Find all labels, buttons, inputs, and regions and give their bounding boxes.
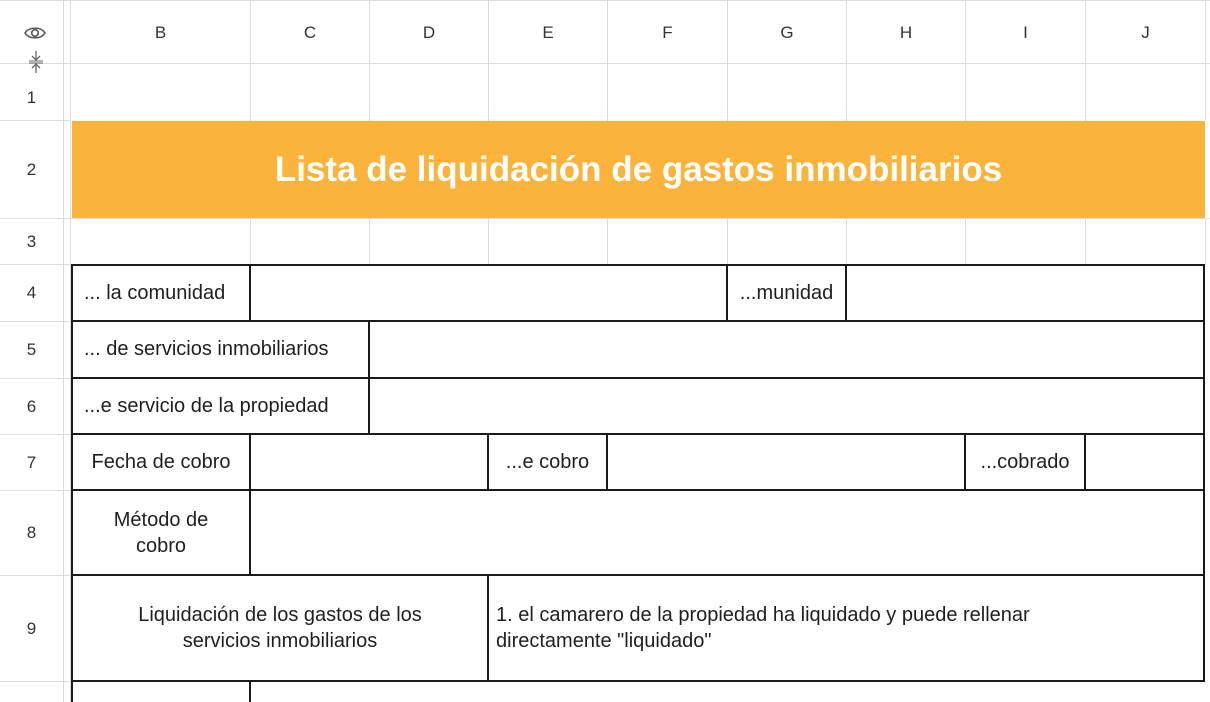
row-header-7[interactable]: 7 — [26, 452, 37, 472]
row-header-1[interactable]: 1 — [26, 88, 37, 107]
collected-label: ...cobrado — [980, 451, 1070, 473]
column-header-h[interactable]: H — [899, 23, 913, 42]
column-header-b[interactable]: B — [154, 23, 167, 42]
border-v-right — [1203, 264, 1205, 682]
property-service-value-cell[interactable] — [370, 379, 1203, 433]
row-header-3[interactable]: 3 — [26, 231, 37, 251]
grid-v-i-r3 — [965, 218, 966, 265]
banner-title: Lista de liquidación de gastos inmobiliarios — [274, 149, 1003, 189]
column-header-i[interactable]: I — [1023, 23, 1028, 42]
grid-v-c-r3 — [250, 218, 251, 265]
row-header-2[interactable]: 2 — [26, 159, 37, 179]
row-header-top-line — [0, 0, 1210, 1]
payment-method-value-cell[interactable] — [251, 491, 1203, 574]
grid-v-e-r3 — [488, 218, 489, 265]
grid-v-g-r3 — [727, 218, 728, 265]
collected-label-cell[interactable] — [966, 435, 1084, 489]
grid-h-2 — [0, 218, 1210, 219]
real-estate-services-value-cell[interactable] — [370, 322, 1203, 377]
col-header-bottom-line — [0, 63, 1210, 64]
payment-date-value-cell[interactable] — [251, 435, 487, 489]
column-header-j[interactable]: J — [1141, 23, 1150, 42]
column-header-f[interactable]: F — [662, 23, 673, 42]
community-label-2-cell[interactable] — [728, 266, 845, 320]
payment-date-label: Fecha de cobro — [91, 451, 231, 473]
grid-h-9 — [0, 681, 70, 682]
community-label-cell[interactable] — [73, 266, 249, 320]
payment-method-label-cell[interactable] — [73, 491, 249, 574]
row-header-4[interactable]: 4 — [26, 283, 37, 302]
border-h-9 — [71, 680, 1205, 682]
column-header-e[interactable]: E — [542, 23, 554, 42]
row-header-right-line — [63, 0, 64, 702]
grid-v-d-r3 — [369, 218, 370, 265]
grid-v-end — [1205, 0, 1206, 121]
visibility-toggle[interactable] — [22, 20, 48, 46]
settlement-label: Liquidación de los gastos de los servicios inmobiliarios — [138, 604, 422, 652]
border-v-r10-c — [249, 680, 251, 702]
payment-method-label: Método de cobro — [113, 508, 209, 557]
community-label-2: ...munidad — [739, 282, 834, 304]
column-header-d[interactable]: D — [422, 23, 436, 42]
grid-v-f-r3 — [607, 218, 608, 265]
title-banner[interactable] — [72, 121, 1205, 218]
column-header-c[interactable]: C — [303, 23, 317, 42]
community-value-2-cell[interactable] — [847, 266, 1203, 320]
community-value-cell[interactable] — [251, 266, 726, 320]
real-estate-services-label: ... de servicios inmobiliarios — [84, 338, 329, 360]
payment-label-2-cell[interactable] — [489, 435, 606, 489]
payment-label-2: ...e cobro — [505, 451, 590, 473]
payment-value-2-cell[interactable] — [608, 435, 964, 489]
grid-v-j-r3 — [1085, 218, 1086, 265]
grid-v-end-r3 — [1205, 218, 1206, 265]
row-header-9[interactable]: 9 — [26, 618, 37, 638]
grid-v-h-r3 — [846, 218, 847, 265]
collected-value-cell[interactable] — [1086, 435, 1203, 489]
eye-icon — [22, 20, 48, 46]
property-service-label-cell[interactable] — [73, 379, 368, 433]
settlement-value-cell[interactable] — [489, 576, 1203, 680]
real-estate-services-label-cell[interactable] — [73, 322, 368, 377]
row-header-5[interactable]: 5 — [26, 340, 37, 359]
column-header-g[interactable]: G — [780, 23, 794, 42]
row-header-6[interactable]: 6 — [26, 396, 37, 416]
settlement-label-cell[interactable] — [73, 576, 487, 680]
row-header-8[interactable]: 8 — [26, 523, 37, 542]
payment-date-label-cell[interactable] — [73, 435, 249, 489]
property-service-label: ...e servicio de la propiedad — [84, 394, 329, 417]
community-label: ... la comunidad — [84, 281, 226, 304]
settlement-value: 1. el camarero de la propiedad ha liquidado y puede rellenar directamente "liquidado" — [496, 604, 1030, 652]
